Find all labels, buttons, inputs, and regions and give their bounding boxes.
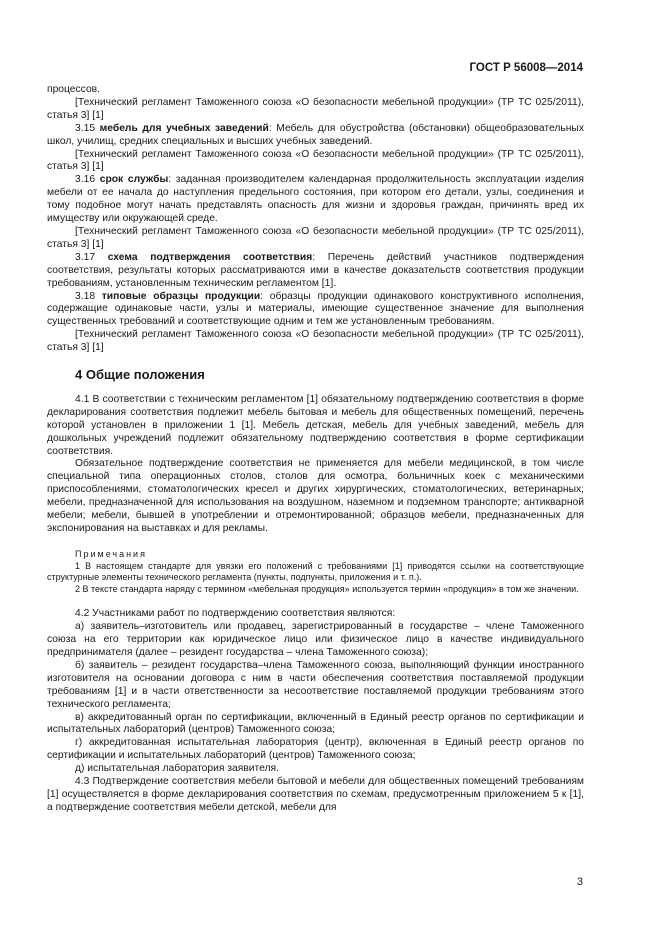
term: срок службы bbox=[99, 174, 169, 186]
clause-number: 3.18 bbox=[75, 290, 96, 302]
paragraph: [Технический регламент Таможенного союза «О безопасности мебельной продукции» (ТР ТС 025/2011), статья 3] [1] bbox=[47, 329, 584, 354]
paragraph: [Технический регламент Таможенного союза «О безопасности мебельной продукции» (ТР ТС 025/2011), статья 3] [1] bbox=[47, 96, 584, 121]
spacer bbox=[47, 595, 584, 608]
paragraph: д) испытательная лаборатория заявителя. bbox=[75, 763, 279, 775]
paragraph: процессов. bbox=[47, 84, 101, 95]
document-body bbox=[47, 84, 584, 815]
paragraph: г) аккредитованная испытательная лаборатория (центр), включенная в Единый реестр органов по сертификации и испытательных лабораторий (центров) Таможенного союза; bbox=[47, 737, 584, 762]
paragraph: [Технический регламент Таможенного союза «О безопасности мебельной продукции» (ТР ТС 025/2011), статья 3] [1] bbox=[47, 148, 584, 173]
paragraph: 4.3 Подтверждение соответствия мебели бытовой и мебели для общественных помещений требованиям [1] осуществляется в форме декларирования соответствия по схемам, предусмотренным приложением 5 к [1], а подтверждение соответствия мебели детской, мебели для bbox=[47, 776, 584, 813]
definition-text: : Мебель для обустройства (обстановки) общеобразовательных школ, училищ, средних специальных и высших учебных заведений. bbox=[47, 122, 584, 147]
definition-text: : образцы продукции одинакового конструктивного исполнения, содержащие одинаковые части, узлы и материалы, имеющие существенное значение для выполнения существенных требований и соответствующие одним и тем же установленным требованиям. bbox=[47, 290, 584, 328]
page-number: 3 bbox=[576, 876, 583, 888]
paragraph: в) аккредитованный орган по сертификации, включенный в Единый реестр органов по сертификации и испытательных лабораторий (центров) Таможенного союза; bbox=[47, 711, 584, 736]
term-definition bbox=[47, 174, 584, 226]
clause-number: 3.17 bbox=[75, 251, 96, 263]
clause-number: 3.16 bbox=[75, 174, 96, 186]
term-definition bbox=[47, 123, 584, 149]
notes-title: Примечания bbox=[75, 548, 147, 559]
definition-text: : Перечень действий участников подтверждения соответствия, результаты которых рассматриваются ими в качестве доказательств соответствия продукции требованиям, установленным техническим регламентом [1]. bbox=[47, 251, 584, 289]
note-item: 2 В тексте стандарта наряду с термином «мебельная продукция» используется термин «продукция» в том же значении. bbox=[75, 583, 579, 594]
paragraph: а) заявитель–изготовитель или продавец, зарегистрированный в государстве – члене Таможенного союза на его территории как юридическое лицо или физическое лицо в качестве индивидуального предпринимателя (далее – резидент государства – члена Таможенного союза); bbox=[47, 621, 584, 659]
paragraph: [Технический регламент Таможенного союза «О безопасности мебельной продукции» (ТР ТС 025/2011), статья 3] [1] bbox=[47, 225, 584, 250]
term-definition bbox=[47, 252, 584, 291]
paragraph: 4.1 В соответствии с техническим регламентом [1] обязательному подтверждению соответствия в форме декларирования соответствия подлежит мебель бытовая и мебель для общественных помещений, перечень которой установлен в приложении 1 [1]. Мебель детская, мебель для учебных заведений, мебель для дошкольных учреждений подлежит обязательному подтверждению соответствия в форме сертификации соответствия. bbox=[47, 393, 584, 457]
clause-number: 3.15 bbox=[75, 122, 96, 134]
paragraph: Обязательное подтверждение соответствия не применяется для мебели медицинской, в том числе специальной типа операционных столов, столов для осмотра, больничных коек с механическими приспособлениями, стоматологических кресел и других хирургических, стоматологических, ветеринарных; мебели, предназначенной для использования на воздушном, наземном и подземном транспорте; антикварной мебели; мебели, бывшей в употреблении и отремонтированной; образцов мебели, предназначенных для экспонирования на выставках и для рекламы. bbox=[47, 458, 584, 534]
paragraph: б) заявитель – резидент государства–члена Таможенного союза, выполняющий функции иностранного изготовителя на основании договора с ним в части обеспечения соответствия поставляемой продукции требованиям [1] и в части ответственности за несоответствие поставляемой продукции требованиям этого технического регламента; bbox=[47, 659, 584, 710]
section-heading: 4 Общие положения bbox=[75, 367, 205, 383]
term: мебель для учебных заведений bbox=[99, 122, 269, 134]
term-definition bbox=[47, 291, 584, 330]
term: типовые образцы продукции bbox=[101, 290, 261, 302]
paragraph: 4.2 Участниками работ по подтверждению соответствия являются: bbox=[75, 608, 396, 620]
note-item: 1 В настоящем стандарте для увязки его положений с требованиями [1] приводятся ссылки на соответствующие структурные элементы технического регламента (пункты, подпункты, приложения и т. п.). bbox=[47, 560, 584, 583]
term: схема подтверждения соответствия bbox=[107, 251, 313, 263]
definition-text: : заданная производителем календарная продолжительность эксплуатации изделия мебели от ее начала до наступления предельного состояния, при котором его детали, узлы, соединения и тому подобное могут начать представлять опасность для жизни и здоровья граждан, причинять вред их имуществу или окружающей среде. bbox=[47, 174, 584, 225]
document-header: ГОСТ Р 56008—2014 bbox=[469, 62, 583, 74]
